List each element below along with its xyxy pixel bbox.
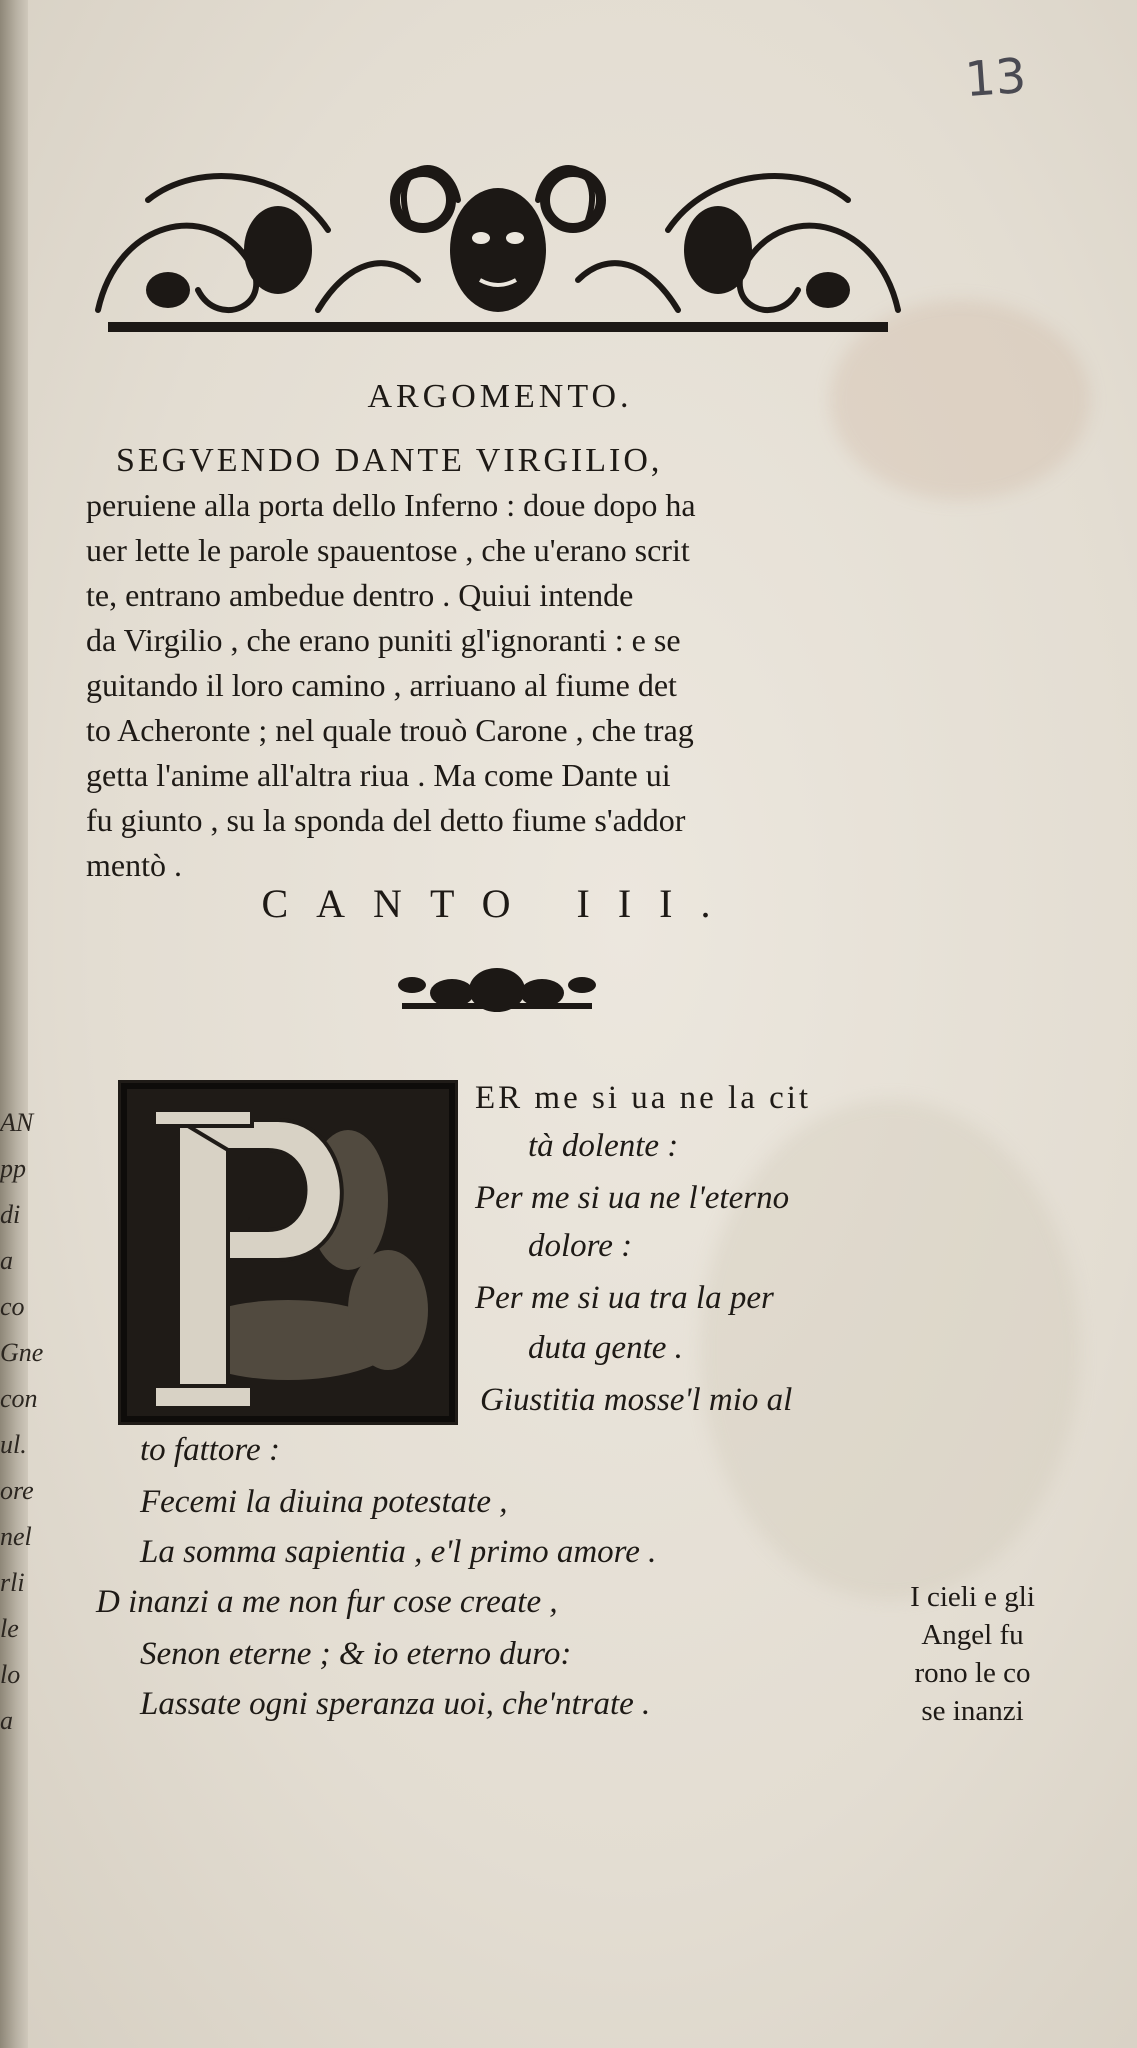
argument-summary	[86, 438, 876, 888]
prev-edge-text: nel	[0, 1522, 32, 1551]
marginal-gloss	[880, 1578, 1065, 1730]
woodcut-headpiece-ornament	[88, 140, 908, 340]
verse-line: ER me si ua ne la cit	[475, 1080, 812, 1116]
woodcut-initial-p	[118, 1080, 458, 1425]
gloss-line: I cieli e gli	[910, 1581, 1035, 1613]
verse-line: Senon eterne ; & io eterno duro:	[140, 1636, 572, 1672]
gloss-line: rono le co	[914, 1657, 1031, 1689]
canto-heading: CANTO III.	[261, 881, 739, 926]
summary-line: mentò .	[86, 847, 182, 883]
verse-line: duta gente .	[528, 1330, 683, 1366]
prev-edge-text: ore	[0, 1476, 34, 1505]
prev-edge-text: con	[0, 1384, 38, 1413]
prev-edge-text: ul.	[0, 1430, 27, 1459]
gloss-line: se inanzi	[921, 1695, 1024, 1727]
verse-line: to fattore :	[140, 1432, 280, 1468]
initial-letter: P	[248, 1216, 251, 1221]
summary-line: te, entrano ambedue dentro . Quiui intende	[86, 577, 634, 613]
prev-edge-text: le	[0, 1614, 19, 1643]
summary-lead: SEGVENDO DANTE VIRGILIO,	[116, 442, 663, 479]
verse-line: tà dolente :	[528, 1128, 679, 1164]
summary-line: guitando il loro camino , arriuano al fiume det	[86, 667, 677, 703]
verse-line: Lassate ogni speranza uoi, che'ntrate .	[140, 1686, 651, 1722]
summary-line: to Acheronte ; nel quale trouò Carone , che trag	[86, 712, 694, 748]
prev-edge-text: rli	[0, 1568, 25, 1597]
gloss-line: Angel fu	[921, 1619, 1024, 1651]
prev-edge-text: a	[0, 1706, 13, 1735]
folio-number: 13	[963, 47, 1028, 109]
verse-line: Per me si ua tra la per	[475, 1280, 774, 1316]
bleed-through	[700, 1100, 1080, 1600]
fleuron-ornament	[392, 955, 602, 1025]
summary-line: peruiene alla porta dello Inferno : doue dopo ha	[86, 487, 696, 523]
verse-line: dolore :	[528, 1228, 633, 1264]
prev-edge-text: di	[0, 1200, 21, 1229]
verse-line: Giustitia mosse'l mio al	[480, 1382, 793, 1418]
summary-line: da Virgilio , che erano puniti gl'ignoranti : e se	[86, 622, 681, 658]
prev-edge-text: Gne	[0, 1338, 44, 1367]
prev-edge-text: lo	[0, 1660, 21, 1689]
summary-line: getta l'anime all'altra riua . Ma come Dante ui	[86, 757, 671, 793]
argument-heading: ARGOMENTO.	[367, 378, 633, 415]
summary-line: fu giunto , su la sponda del detto fiume s'addor	[86, 802, 686, 838]
prev-edge-text: AN	[0, 1108, 34, 1137]
verse-line: Fecemi la diuina potestate ,	[140, 1484, 508, 1520]
previous-page-edge	[0, 1100, 44, 1860]
verse-line: D inanzi a me non fur cose create ,	[96, 1584, 558, 1620]
prev-edge-text: pp	[0, 1154, 26, 1183]
prev-edge-text: a co	[0, 1246, 25, 1321]
summary-line: uer lette le parole spauentose , che u'erano scrit	[86, 532, 690, 568]
verse-line: Per me si ua ne l'eterno	[475, 1180, 790, 1216]
verse-line: La somma sapientia , e'l primo amore .	[140, 1534, 657, 1570]
